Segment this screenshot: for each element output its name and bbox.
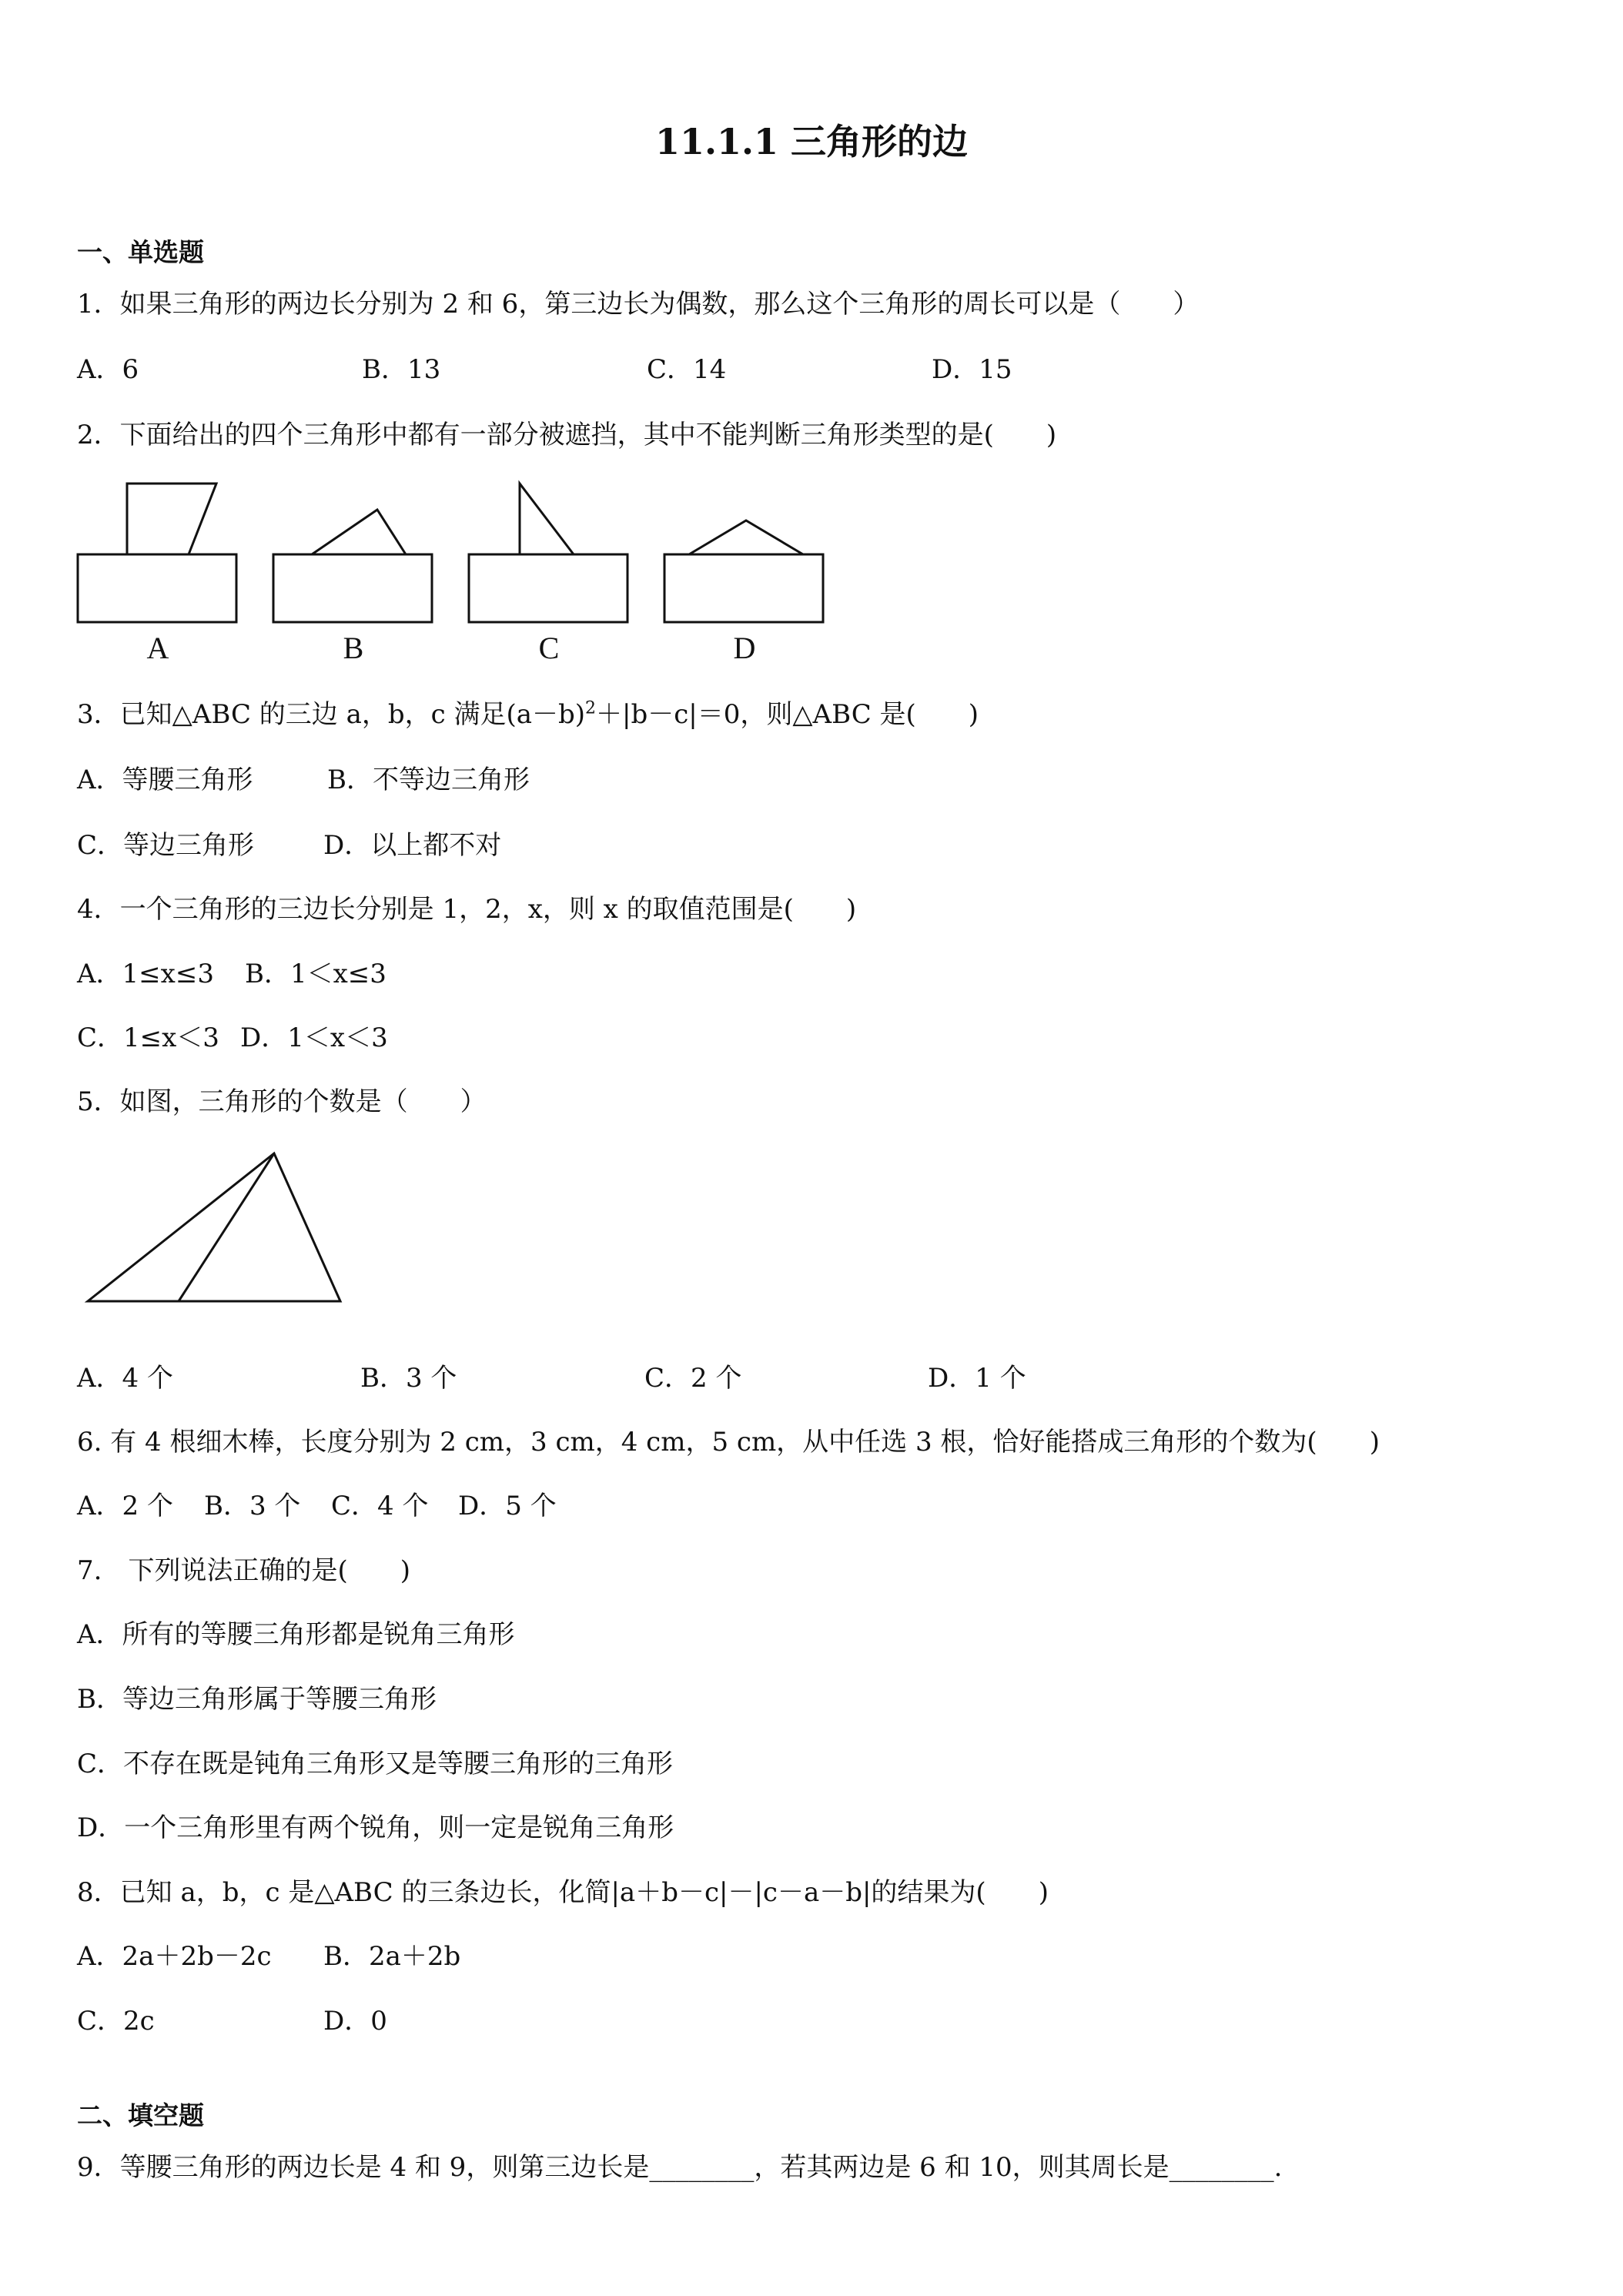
q7-option-d: D．一个三角形里有两个锐角，则一定是锐角三角形 — [77, 1812, 674, 1843]
q2-figure-b — [273, 510, 432, 622]
question-3: 3．已知△ABC 的三边 a，b，c 满足$(a-b)^2+|b-c|=0$，则△ABC 是( ) — [77, 698, 979, 730]
q3-option-d: D．以上都不对 — [323, 830, 502, 861]
q3-option-c: C．等边三角形 — [77, 830, 255, 861]
q5-figure — [77, 1147, 354, 1309]
q2-label-a: A — [146, 631, 169, 665]
question-1: 1．如果三角形的两边长分别为 2 和 6，第三边长为偶数，那么这个三角形的周长可以是（ ） — [77, 289, 1200, 320]
question-5: 5．如图，三角形的个数是（ ） — [77, 1086, 487, 1117]
q4-option-c: C．1≤x＜3 — [77, 1022, 219, 1053]
question-9: 9．等腰三角形的两边长是 4 和 9，则第三边长是________，若其两边是 6 和 10，则其周长是________. — [77, 2152, 1283, 2183]
q6-option-a: A．2 个 — [77, 1491, 173, 1521]
q8-option-a: A．2a＋2b－2c — [77, 1941, 272, 1972]
q7-option-b: B．等边三角形属于等腰三角形 — [77, 1684, 437, 1715]
q1-option-c: C．14 — [647, 354, 727, 385]
question-8: 8．已知 a，b，c 是△ABC 的三条边长，化简|a＋b－c|－|c－a－b|的结果为( ) — [77, 1877, 1049, 1908]
q1-option-b: B．13 — [362, 354, 441, 385]
q2-label-d: D — [733, 631, 756, 665]
q4-option-a: A．1≤x≤3 — [77, 959, 214, 989]
q5-option-c: C．2 个 — [644, 1363, 742, 1394]
q7-option-c: C．不存在既是钝角三角形又是等腰三角形的三角形 — [77, 1749, 674, 1779]
q5-option-b: B．3 个 — [360, 1363, 457, 1394]
question-6: 6. 有 4 根细木棒，长度分别为 2 cm，3 cm，4 cm，5 cm，从中任选 3 根，恰好能搭成三角形的个数为( ) — [77, 1427, 1380, 1458]
q8-option-c: C．2c — [77, 2006, 155, 2037]
q2-figure-a — [78, 484, 236, 622]
section-heading-single-choice: 一、单选题 — [77, 237, 204, 267]
q2-label-b: B — [343, 631, 364, 665]
q4-option-b: B．1＜x≤3 — [245, 959, 387, 989]
q2-figure-c — [469, 484, 627, 622]
q5-option-a: A．4 个 — [77, 1363, 173, 1394]
q8-option-d: D．0 — [323, 2006, 387, 2037]
q6-option-b: B．3 个 — [204, 1491, 301, 1521]
question-2: 2．下面给出的四个三角形中都有一部分被遮挡，其中不能判断三角形类型的是( ) — [77, 420, 1057, 450]
q8-option-b: B．2a＋2b — [323, 1941, 461, 1972]
q7-option-a: A．所有的等腰三角形都是锐角三角形 — [77, 1619, 515, 1650]
q2-figure-d — [664, 520, 823, 622]
q1-option-d: D．15 — [932, 354, 1012, 385]
q2-figures — [73, 477, 835, 670]
q4-option-d: D．1＜x＜3 — [240, 1022, 388, 1053]
q3-option-a: A．等腰三角形 — [77, 765, 253, 795]
section-heading-fill-in: 二、填空题 — [77, 2100, 204, 2130]
q1-option-a: A．6 — [77, 354, 139, 385]
q2-label-c: C — [538, 631, 560, 665]
q5-option-d: D．1 个 — [928, 1363, 1026, 1394]
q6-option-d: D．5 个 — [458, 1491, 557, 1521]
page-title: 11.1.1 三角形的边 — [654, 121, 969, 162]
q3-option-b: B．不等边三角形 — [327, 765, 530, 795]
question-7: 7. 下列说法正确的是( ) — [77, 1555, 410, 1586]
question-4: 4．一个三角形的三边长分别是 1，2，x，则 x 的取值范围是( ) — [77, 894, 857, 925]
q6-option-c: C．4 个 — [331, 1491, 429, 1521]
